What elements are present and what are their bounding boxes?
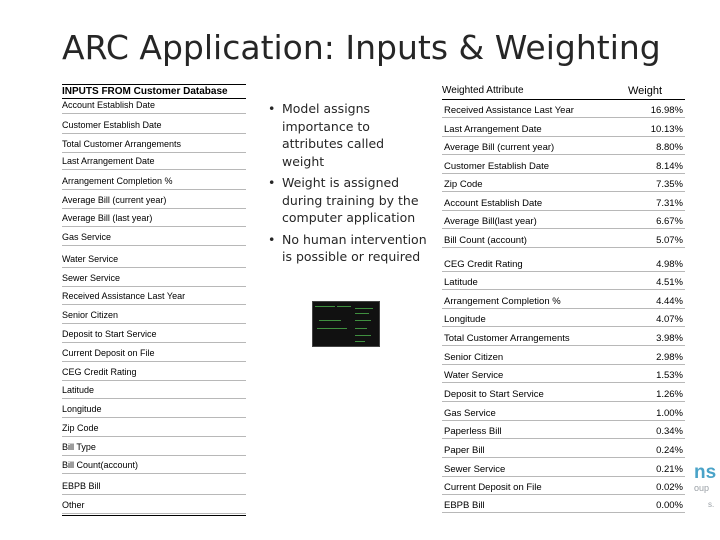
weight-row-attribute: Arrangement Completion % (444, 296, 561, 307)
weight-row-attribute: Received Assistance Last Year (444, 105, 574, 116)
weight-row (442, 276, 685, 290)
company-logo: ns (694, 462, 717, 483)
weight-row (442, 123, 685, 137)
weight-row-value: 2.98% (656, 352, 683, 363)
weight-row-attribute: Gas Service (444, 408, 496, 419)
bullet-dot-icon: • (268, 175, 276, 190)
input-item: Sewer Service (62, 273, 246, 287)
weight-row-value: 1.00% (656, 408, 683, 419)
weight-row-attribute: Latitude (444, 277, 478, 288)
input-item: Received Assistance Last Year (62, 291, 246, 305)
weight-row-attribute: Paperless Bill (444, 426, 502, 437)
input-item: CEG Credit Rating (62, 367, 246, 381)
input-item: Water Service (62, 254, 246, 268)
weight-row-attribute: Deposit to Start Service (444, 389, 544, 400)
weight-row (442, 178, 685, 192)
weight-row (442, 215, 685, 229)
input-item: Bill Count(account) (62, 460, 246, 474)
weight-row-value: 10.13% (650, 124, 683, 135)
weight-row-value: 7.35% (656, 179, 683, 190)
inputs-header: INPUTS FROM Customer Database (62, 85, 246, 99)
bullet-text: Model assigns importance to attributes called weight (282, 101, 385, 169)
weight-row-attribute: EBPB Bill (444, 500, 485, 511)
bullet-item (268, 100, 428, 170)
bullet-list (268, 100, 428, 270)
weight-row (442, 351, 685, 365)
weight-row-attribute: Current Deposit on File (444, 482, 542, 493)
weight-row (442, 258, 685, 272)
weight-row-attribute: Sewer Service (444, 464, 506, 475)
weight-row-value: 5.07% (656, 235, 683, 246)
weight-row-value: 1.26% (656, 389, 683, 400)
weight-row-attribute: Longitude (444, 314, 486, 325)
bullet-dot-icon: • (268, 101, 276, 116)
weight-row-attribute: Zip Code (444, 179, 483, 190)
weight-row-value: 7.31% (656, 198, 683, 209)
bullet-text: No human intervention is possible or required (282, 231, 427, 264)
weight-row-value: 0.24% (656, 445, 683, 456)
weight-row-attribute: Average Bill(last year) (444, 216, 537, 227)
input-item: Senior Citizen (62, 310, 246, 324)
weight-row (442, 388, 685, 402)
input-item: Bill Type (62, 442, 246, 456)
weight-row-attribute: Water Service (444, 370, 504, 381)
weight-row (442, 369, 685, 383)
weight-row-value: 0.02% (656, 482, 683, 493)
weight-row-value: 4.51% (656, 277, 683, 288)
weight-row-value: 4.98% (656, 259, 683, 270)
weight-row-value: 3.98% (656, 333, 683, 344)
weight-row-value: 1.53% (656, 370, 683, 381)
thumbnail-text-line (355, 341, 365, 342)
input-item: Longitude (62, 404, 246, 418)
weighted-attribute-header: Weighted Attribute (442, 85, 524, 96)
weight-row (442, 332, 685, 346)
weight-row-value: 4.07% (656, 314, 683, 325)
input-item: Gas Service (62, 232, 246, 246)
slide-title: ARC Application: Inputs & Weighting (62, 28, 661, 67)
input-item: EBPB Bill (62, 481, 246, 495)
thumbnail-text-line (319, 320, 341, 321)
weight-row (442, 160, 685, 174)
input-item: Deposit to Start Service (62, 329, 246, 343)
thumbnail-text-line (317, 328, 347, 329)
weight-row (442, 295, 685, 309)
weight-row (442, 313, 685, 327)
input-item: Other (62, 500, 246, 514)
weight-row-attribute: Senior Citizen (444, 352, 504, 363)
thumbnail-text-line (355, 313, 369, 314)
input-item: Total Customer Arrangements (62, 139, 246, 153)
bullet-item (268, 174, 428, 227)
bullet-text: Weight is assigned during training by the computer application (282, 175, 419, 225)
input-item: Average Bill (last year) (62, 213, 246, 227)
bullet-dot-icon: • (268, 231, 276, 247)
thumbnail-text-line (355, 320, 371, 321)
inputs-bottom-rule (62, 515, 246, 516)
weight-row (442, 234, 685, 248)
weight-row (442, 481, 685, 495)
weight-row-value: 16.98% (650, 105, 683, 116)
weight-row (442, 499, 685, 513)
weight-row-attribute: CEG Credit Rating (444, 259, 523, 270)
weight-row-attribute: Customer Establish Date (444, 161, 550, 172)
weight-row (442, 197, 685, 211)
thumbnail-text-line (337, 306, 351, 307)
input-item: Last Arrangement Date (62, 156, 246, 170)
weight-row-value: 6.67% (656, 216, 683, 227)
bullet-item (268, 231, 428, 266)
header-rule (442, 99, 685, 100)
weight-row-value: 8.14% (656, 161, 683, 172)
inputs-table (62, 84, 246, 510)
thumbnail-text-line (315, 306, 335, 307)
weight-row-value: 4.44% (656, 296, 683, 307)
input-item: Customer Establish Date (62, 120, 246, 134)
input-item: Zip Code (62, 423, 246, 437)
company-logo-subtext: oup (694, 483, 710, 493)
weight-row-value: 8.80% (656, 142, 683, 153)
weight-header: Weight (628, 85, 663, 97)
company-logo-dot: s. (708, 500, 715, 509)
weight-row (442, 104, 685, 118)
weight-row-value: 0.34% (656, 426, 683, 437)
weight-row (442, 407, 685, 421)
input-item: Arrangement Completion % (62, 176, 246, 190)
input-item: Average Bill (current year) (62, 195, 246, 209)
thumbnail-text-line (355, 335, 371, 336)
weight-row-value: 0.21% (656, 464, 683, 475)
weight-row-attribute: Account Establish Date (444, 198, 543, 209)
weight-row-attribute: Last Arrangement Date (444, 124, 542, 135)
weight-row-value: 0.00% (656, 500, 683, 511)
weight-row-attribute: Average Bill (current year) (444, 142, 555, 153)
weight-row (442, 141, 685, 155)
weight-row-attribute: Paper Bill (444, 445, 485, 456)
weight-row-attribute: Bill Count (account) (444, 235, 527, 246)
thumbnail-text-line (355, 308, 373, 309)
input-item: Account Establish Date (62, 100, 246, 114)
input-item: Current Deposit on File (62, 348, 246, 362)
input-item: Latitude (62, 385, 246, 399)
weight-row (442, 444, 685, 458)
weight-row-attribute: Total Customer Arrangements (444, 333, 570, 344)
application-screenshot-thumbnail (312, 301, 380, 347)
weight-row (442, 425, 685, 439)
thumbnail-text-line (355, 328, 367, 329)
weight-row (442, 463, 685, 477)
